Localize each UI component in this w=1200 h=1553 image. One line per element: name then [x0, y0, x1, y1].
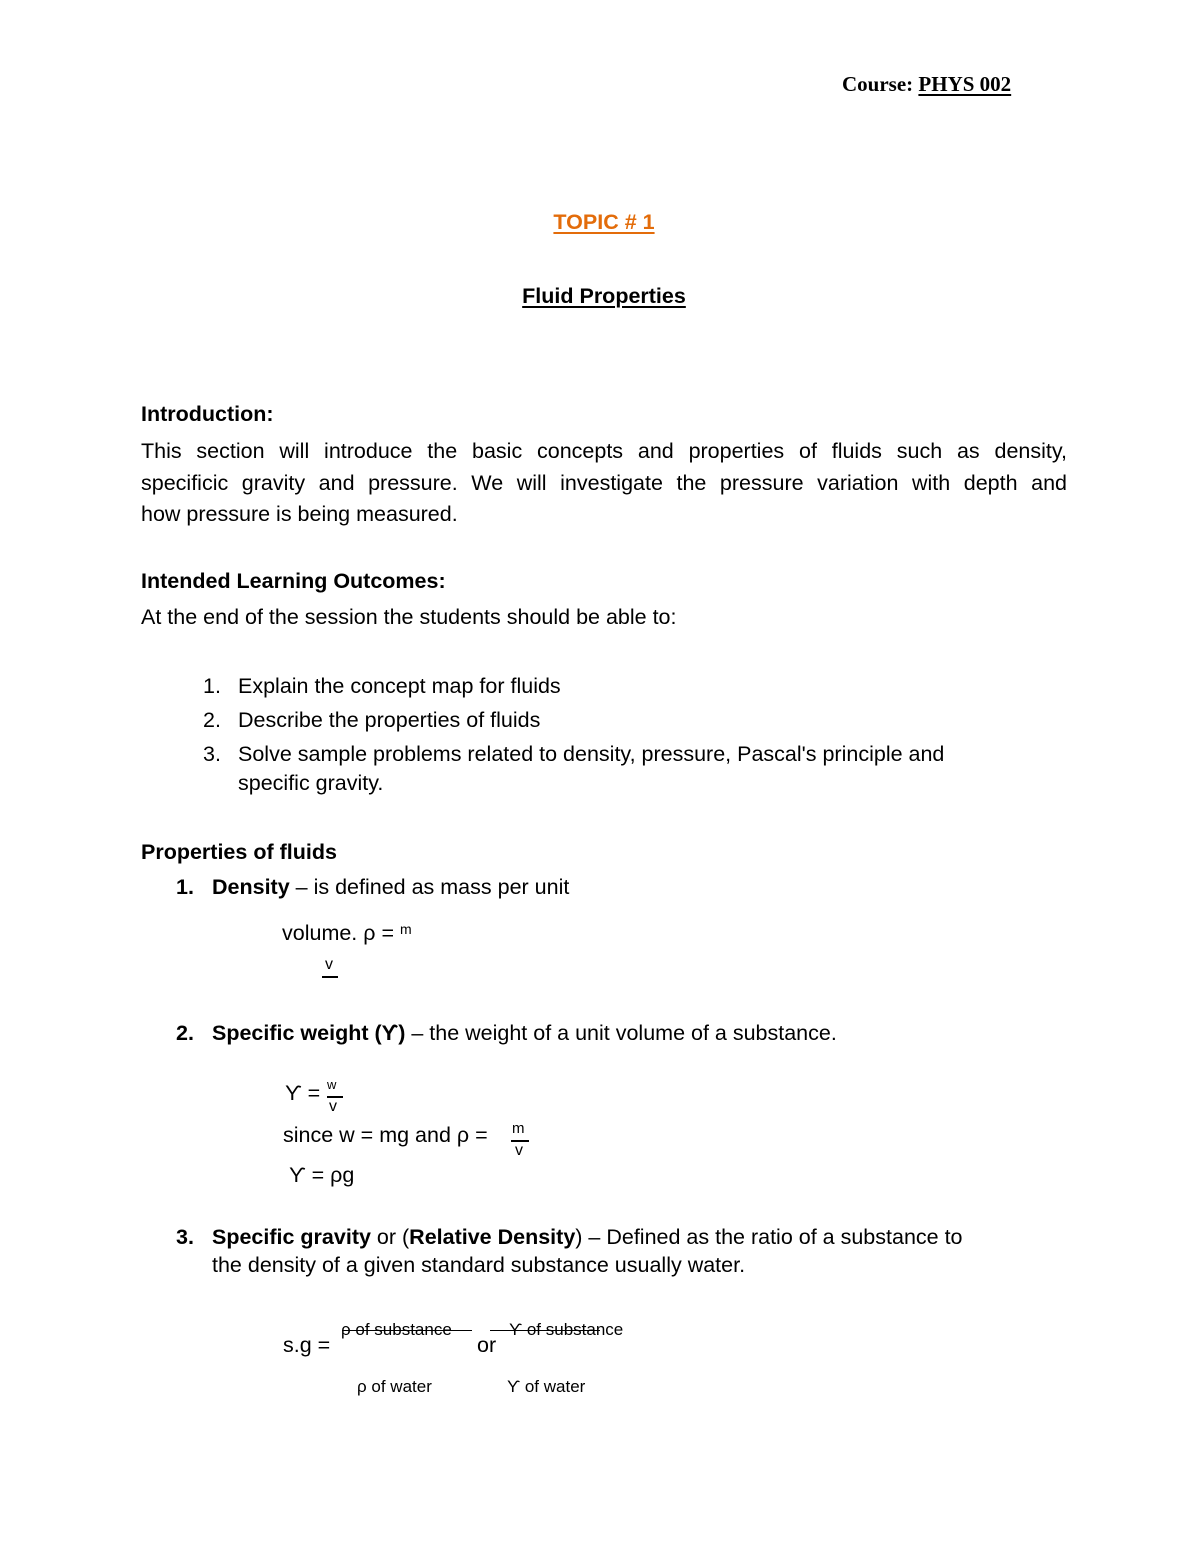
- intro-line: This section will introduce the basic concepts and properties of fluids such as density,: [141, 439, 1067, 463]
- specific-weight-f2-numerator: m: [512, 1120, 525, 1137]
- specific-gravity-bar-2: [490, 1330, 600, 1331]
- outcome-item: [203, 739, 944, 771]
- specific-gravity-lhs: s.g =: [283, 1333, 331, 1357]
- outcome-item: [203, 671, 561, 703]
- outcome-number: 1.: [203, 674, 221, 698]
- specific-weight-f1-denominator: v: [329, 1098, 337, 1115]
- introduction-heading: Introduction:: [141, 402, 274, 426]
- specific-weight-formula-2: since w = mg and ρ =: [283, 1123, 488, 1147]
- specific-weight-number: 2.: [176, 1021, 194, 1045]
- specific-weight-f2-denominator: v: [515, 1142, 523, 1159]
- topic-label: TOPIC # 1: [553, 210, 655, 234]
- specific-weight-term: Specific weight (ϒ): [212, 1021, 406, 1045]
- density-term: Density: [212, 875, 290, 899]
- page-title: Fluid Properties: [522, 284, 686, 308]
- specific-gravity-bar-1: [342, 1330, 472, 1331]
- density-numerator: m: [400, 921, 412, 937]
- intro-line: specificic gravity and pressure. We will investigate the pressure variation with depth and: [141, 470, 1067, 495]
- specific-gravity-denominator-1: ρ of water: [357, 1377, 432, 1396]
- density-number: 1.: [176, 875, 194, 899]
- specific-weight-formula-1: ϒ =: [285, 1081, 321, 1105]
- specific-gravity-denominator-2: ϒ of water: [507, 1377, 586, 1396]
- outcome-number: 2.: [203, 708, 221, 732]
- specific-gravity-numerator-2: ϒ of substance: [509, 1320, 624, 1339]
- specific-weight-definition: – the weight of a unit volume of a substance.: [405, 1021, 837, 1045]
- specific-gravity-item: [176, 1222, 963, 1254]
- specific-gravity-numerator-1: ρ of substance: [341, 1320, 452, 1339]
- specific-gravity-or-word: or: [477, 1333, 497, 1357]
- outcome-text: Solve sample problems related to density, pressure, Pascal's principle and: [238, 742, 945, 766]
- outcomes-intro: At the end of the session the students should be able to:: [141, 605, 677, 629]
- density-definition: – is defined as mass per unit: [289, 875, 570, 899]
- outcome-number: 3.: [203, 742, 221, 766]
- introduction-paragraph: [141, 436, 1067, 531]
- outcome-text: Describe the properties of fluids: [238, 708, 541, 732]
- properties-heading: Properties of fluids: [141, 840, 337, 864]
- density-formula-line: [282, 914, 412, 950]
- course-code: PHYS 002: [918, 72, 1012, 96]
- specific-gravity-number: 3.: [176, 1225, 194, 1249]
- outcome-item: [203, 705, 540, 737]
- specific-weight-item: [176, 1018, 837, 1050]
- outcome-text: Explain the concept map for fluids: [238, 674, 561, 698]
- specific-gravity-definition: ) – Defined as the ratio of a substance to: [575, 1225, 963, 1249]
- course-label: Course:: [842, 72, 914, 96]
- intro-line: how pressure is being measured.: [141, 502, 458, 526]
- relative-density-term: Relative Density: [409, 1225, 576, 1249]
- density-fraction-bar: [322, 976, 338, 978]
- specific-gravity-definition-cont: the density of a given standard substance usually water.: [212, 1253, 746, 1277]
- specific-gravity-term: Specific gravity: [212, 1225, 371, 1249]
- density-item: [176, 872, 569, 904]
- specific-gravity-or: or (: [370, 1225, 410, 1249]
- specific-weight-f1-numerator: w: [327, 1077, 337, 1092]
- specific-weight-formula-3: ϒ = ρg: [289, 1163, 355, 1187]
- density-formula-text: volume. ρ =: [282, 921, 400, 945]
- course-header: [842, 72, 1011, 97]
- outcome-text-continuation: specific gravity.: [238, 771, 384, 795]
- outcomes-heading: Intended Learning Outcomes:: [141, 569, 446, 593]
- density-denominator: v: [325, 956, 333, 973]
